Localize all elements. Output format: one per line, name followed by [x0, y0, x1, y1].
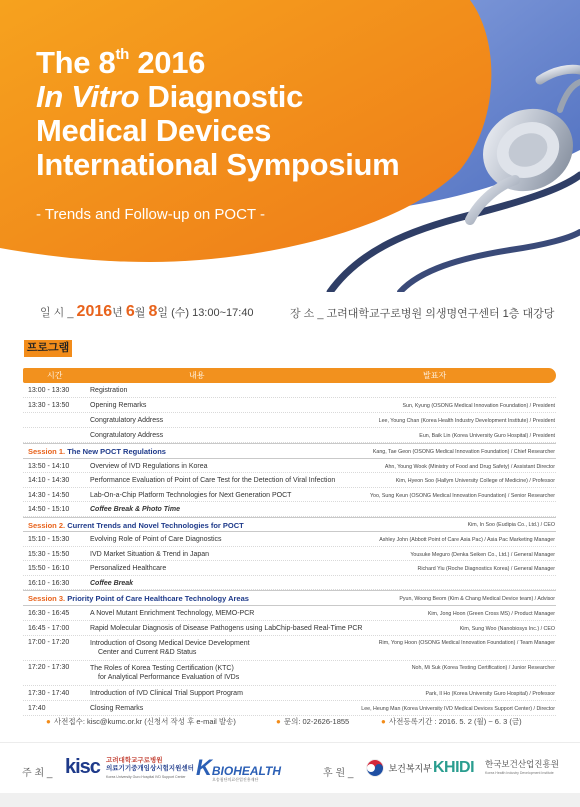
- table-row: 14:30 - 14:50 Lab-On-a-Chip Platform Technologies for Next Generation POCT Yoo, Sung Keun (OSONG Medical Innovation Foundation) / Senior Researcher: [23, 488, 556, 502]
- event-date: 일 시 _ 2016년 6월 8일 (수) 13:00~17:40: [40, 303, 254, 320]
- divider: [0, 742, 580, 743]
- host-label: 주 최 _: [22, 768, 53, 779]
- table-row: 17:30 - 17:40 Introduction of IVD Clinical Trial Support Program Park, Il Ho (Korea University Guro Hospital) / Professor: [23, 686, 556, 701]
- bullet-icon: ●: [46, 717, 51, 726]
- event-info: [0, 300, 580, 322]
- kisc-logo: kisc: [65, 756, 100, 778]
- bullet-icon: ●: [276, 717, 281, 726]
- session-1-row: Session 1. The New POCT Regulations Kang, Tae Geon (OSONG Medical Innovation Foundation) / Chief Researcher: [23, 443, 556, 459]
- table-row: 15:30 - 15:50 IVD Market Situation & Trend in Japan Yousuke Meguro (Denka Seiken Co., Ltd.) / General Manager: [23, 547, 556, 561]
- subtitle: - Trends and Follow-up on POCT -: [36, 206, 265, 223]
- symposium-title: [36, 38, 399, 182]
- bullet-icon: ●: [381, 717, 386, 726]
- table-row: 13:00 - 13:30 Registration: [23, 383, 556, 398]
- table-row: 16:45 - 17:00 Rapid Molecular Diagnosis of Disease Pathogens using LabChip-based Real-Time PCR Kim, Sung Woo (Nanobiosys Inc.) / CEO: [23, 621, 556, 636]
- table-row: 15:50 - 16:10 Personalized Healthcare Richard Yiu (Roche Diagnostics Korea) / General Manager: [23, 561, 556, 576]
- khidi-name: 한국보건산업진흥원 Korea Health Industry Development Institute: [485, 759, 559, 775]
- khidi-logo: KHIDI: [433, 759, 475, 776]
- organizers: [0, 748, 580, 792]
- program-table: [23, 368, 556, 716]
- col-topic-header: 내용: [189, 371, 205, 380]
- title-line-3: Medical Devices: [36, 113, 272, 148]
- table-row: 14:10 - 14:30 Performance Evaluation of Point of Care Test for the Detection of Viral Infection Kim, Hyeon Soo (Hallym University College of Medicine) / Professor: [23, 473, 556, 488]
- table-row: 17:20 - 17:30 The Roles of Korea Testing Certification (KTC) for Analytical Performance Evaluation of IVDs Noh, Mi Suk (Korea Testing Certification) / Junior Researcher: [23, 661, 556, 686]
- program-label: 프로그램: [24, 340, 72, 357]
- table-row: 14:50 - 15:10 Coffee Break & Photo Time: [23, 502, 556, 517]
- title-line-4: International Symposium: [36, 147, 400, 182]
- table-row: 15:10 - 15:30 Evolving Role of Point of Care Diagnostics Ashley John (Abbott Point of Care Asia Pac) / Asia Pac Marketing Manager: [23, 532, 556, 547]
- kbiohealth-logo: KBIOHEALTH 오송첨단의료산업진흥재단: [196, 755, 281, 782]
- footer-bar: [0, 793, 580, 807]
- contact-info: [0, 716, 580, 730]
- sponsor-label: 후 원 _: [323, 768, 354, 779]
- inquiry-info: ● 문의: 02-2626-1855: [276, 717, 350, 726]
- ministry-logo: 보건복지부: [366, 759, 432, 777]
- table-row: 17:00 - 17:20 Introduction of Osong Medical Device Development Center and Current R&D Status Rim, Yong Hoon (OSONG Medical Innovation Foundation) / Team Manager: [23, 636, 556, 661]
- col-time-header: 시간: [47, 371, 63, 380]
- table-row: 13:30 - 13:50 Opening Remarks Sun, Kyung (OSONG Medical Innovation Foundation) / President: [23, 398, 556, 413]
- table-row: Congratulatory Address Eun, Baik Lin (Korea University Guro Hospital) / President: [23, 428, 556, 443]
- table-header: [23, 368, 556, 383]
- hero-banner: [0, 0, 580, 292]
- table-row: 16:30 - 16:45 A Novel Mutant Enrichment Technology, MEMO-PCR Kim, Jong Hoon (Green Cross MS) / Product Manager: [23, 606, 556, 621]
- event-venue: 장 소 _ 고려대학교구로병원 의생명연구센터 1층 대강당: [290, 308, 555, 320]
- title-line-2: In Vitro Diagnostic: [36, 79, 304, 114]
- table-row: 13:50 - 14:10 Overview of IVD Regulations in Korea Ahn, Young Wook (Ministry of Food and Drug Safety) / Assistant Director: [23, 459, 556, 473]
- col-speaker-header: 발표자: [423, 371, 447, 380]
- session-3-row: Session 3. Priority Point of Care Healthcare Technology Areas Pyun, Woong Beom (Kim & Chang Medical Device team) / Advisor: [23, 590, 556, 606]
- table-row: 16:10 - 16:30 Coffee Break: [23, 576, 556, 590]
- period-info: ● 사전등록기간 : 2016. 5. 2 (월) ~ 6. 3 (금): [381, 717, 522, 726]
- registration-info: ● 사전접수: kisc@kumc.or.kr (신청서 작성 후 e-mail 발송): [46, 717, 236, 726]
- table-row: 17:40 Closing Remarks Lee, Heung Man (Korea University IVD Medical Devices Support Center) / Director: [23, 701, 556, 716]
- table-row: Congratulatory Address Lee, Young Chan (Korea Health Industry Development Institute) / President: [23, 413, 556, 428]
- kisc-name: 고려대학교구로병원 의료기기중개임상시험지원센터 Korea University Guro Hospital IVD Support Center: [106, 757, 194, 779]
- session-2-row: Session 2. Current Trends and Novel Technologies for POCT Kim, In Soo (Eudipia Co., Ltd.) / CEO: [23, 517, 556, 532]
- title-line-1: The 8th 2016: [36, 45, 206, 80]
- taegeuk-icon: [366, 759, 384, 777]
